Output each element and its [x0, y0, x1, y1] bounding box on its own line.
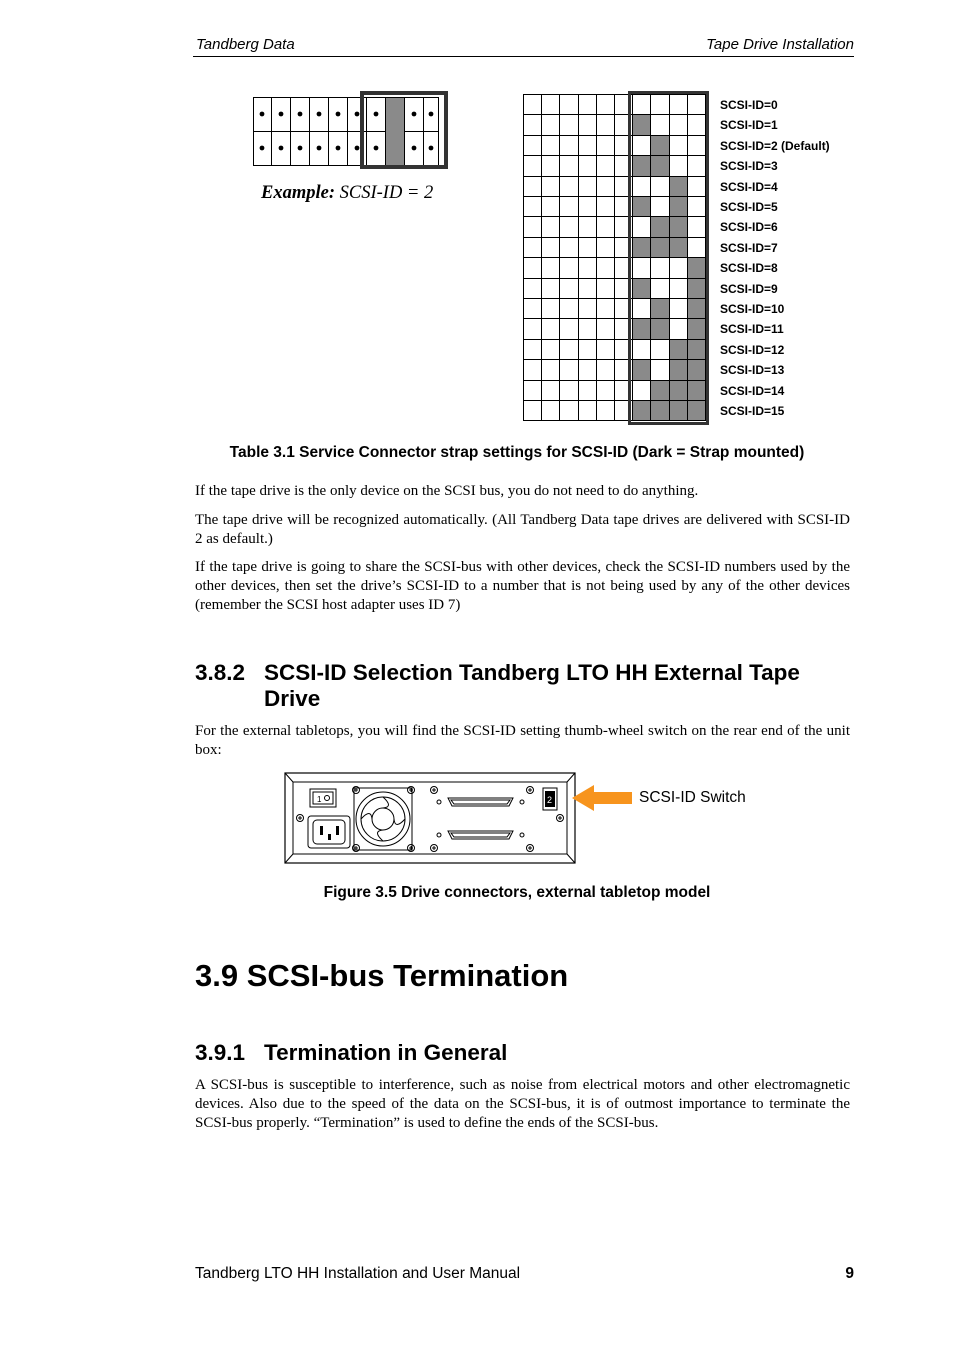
strap-cell	[523, 339, 542, 360]
strap-cell	[559, 380, 578, 401]
strap-cell	[596, 237, 615, 258]
strap-cell	[523, 114, 542, 135]
strap-cell	[596, 339, 615, 360]
strap-cell	[523, 278, 542, 299]
paragraph-share-bus: If the tape drive is going to share the SCSI-bus with other devices, check the SCSI-ID numbers used by the other devices, then set the drive’s SCSI-ID to a number that is not being used by any of the other devices (remember the SCSI host adapter uses ID 7)	[195, 559, 850, 613]
scsi-id-switch-callout: SCSI-ID Switch	[639, 789, 746, 806]
strap-cell	[578, 380, 597, 401]
section-391-body: A SCSI-bus is susceptible to interference, such as noise from electrical motors and other electromagnetic devices. Also due to the speed of the data on the SCSI-bus, it is of outmost importance to terminate the SCSI-bus properly. “Termination” is used to define the ends of the SCSI-bus.	[195, 1077, 850, 1131]
strap-cell	[596, 114, 615, 135]
strap-cell	[578, 359, 597, 380]
strap-cell	[523, 94, 542, 115]
strap-cell	[578, 339, 597, 360]
strap-cell	[578, 237, 597, 258]
strap-cell	[559, 400, 578, 421]
figure-caption: Figure 3.5 Drive connectors, external tabletop model	[323, 884, 711, 901]
callout-arrow-icon	[570, 783, 634, 813]
scsi-id-label: SCSI-ID=11	[720, 322, 784, 337]
strap-cell	[578, 257, 597, 278]
strap-cell	[523, 135, 542, 156]
strap-cell	[578, 196, 597, 217]
section-391-title: Termination in General	[264, 1040, 508, 1065]
strap-cell	[559, 318, 578, 339]
strap-cell	[559, 298, 578, 319]
rear-panel-drawing	[284, 772, 576, 864]
strap-cell	[596, 257, 615, 278]
paragraph-recognized: The tape drive will be recognized automatically. (All Tandberg Data tape drives are delivered with SCSI-ID 2 as default.)	[195, 512, 850, 547]
scsi-id-label: SCSI-ID=7	[720, 240, 778, 255]
switch-digit: 2	[547, 795, 553, 805]
strap-cell	[541, 216, 560, 237]
strap-cell	[541, 318, 560, 339]
scsi-id-label: SCSI-ID=0	[720, 98, 778, 112]
strap-cell	[523, 216, 542, 237]
example-caption	[261, 183, 433, 204]
example-label: Example:	[261, 183, 335, 203]
example-connector-drawing	[253, 91, 449, 169]
header-right: Tape Drive Installation	[706, 36, 854, 53]
section-382-title-line2: Drive	[264, 686, 321, 711]
strap-highlight-frame	[628, 91, 709, 425]
scsi-id-label: SCSI-ID=9	[720, 281, 778, 296]
strap-cell	[596, 196, 615, 217]
strap-cell	[541, 196, 560, 217]
strap-cell	[541, 359, 560, 380]
strap-cell	[578, 298, 597, 319]
example-value: SCSI-ID = 2	[339, 183, 434, 203]
strap-cell	[559, 278, 578, 299]
strap-cell	[596, 400, 615, 421]
strap-cell	[541, 298, 560, 319]
scsi-id-label: SCSI-ID=3	[720, 159, 778, 174]
strap-cell	[596, 176, 615, 197]
strap-cell	[596, 359, 615, 380]
scsi-id-label: SCSI-ID=12	[720, 342, 785, 357]
strap-cell	[578, 155, 597, 176]
strap-cell	[541, 237, 560, 258]
strap-cell	[541, 278, 560, 299]
strap-cell	[578, 135, 597, 156]
strap-cell	[578, 318, 597, 339]
strap-cell	[541, 135, 560, 156]
strap-cell	[523, 155, 542, 176]
table-caption: Table 3.1 Service Connector strap settings for SCSI-ID (Dark = Strap mounted)	[229, 444, 805, 461]
strap-cell	[541, 257, 560, 278]
strap-cell	[523, 237, 542, 258]
strap-cell	[523, 196, 542, 217]
header-left: Tandberg Data	[196, 36, 295, 53]
strap-cell	[541, 400, 560, 421]
scsi-id-label: SCSI-ID=8	[720, 261, 778, 276]
strap-cell	[559, 339, 578, 360]
strap-cell	[559, 216, 578, 237]
strap-cell	[559, 359, 578, 380]
strap-cell	[559, 94, 578, 115]
scsi-id-label: SCSI-ID=5	[720, 200, 778, 214]
strap-cell	[559, 237, 578, 258]
strap-cell	[578, 216, 597, 237]
strap-cell	[541, 94, 560, 115]
strap-cell	[559, 114, 578, 135]
strap-cell	[596, 318, 615, 339]
section-382-number: 3.8.2	[195, 660, 246, 685]
section-382-title-line1: SCSI-ID Selection Tandberg LTO HH External Tape	[264, 660, 800, 685]
strap-cell	[596, 135, 615, 156]
scsi-id-label: SCSI-ID=15	[720, 404, 785, 418]
strap-cell	[596, 94, 615, 115]
strap-cell	[596, 278, 615, 299]
header-rule	[193, 56, 854, 57]
strap-cell	[578, 400, 597, 421]
strap-cell	[559, 155, 578, 176]
scsi-id-label: SCSI-ID=6	[720, 220, 778, 235]
strap-cell	[523, 298, 542, 319]
page-number: 9	[845, 1265, 854, 1282]
scsi-id-label: SCSI-ID=13	[720, 363, 785, 378]
scsi-id-label: SCSI-ID=2 (Default)	[720, 138, 830, 153]
rear-panel-figure	[284, 772, 576, 864]
svg-text:1: 1	[317, 795, 322, 804]
strap-cell	[541, 155, 560, 176]
strap-cell	[578, 94, 597, 115]
strap-cell	[559, 257, 578, 278]
strap-cell	[541, 380, 560, 401]
section-391-number: 3.9.1	[195, 1040, 246, 1065]
strap-cell	[523, 257, 542, 278]
scsi-id-label: SCSI-ID=10	[720, 302, 785, 316]
paragraph-only-device: If the tape drive is the only device on the SCSI bus, you do not need to do anything.	[195, 483, 699, 499]
strap-cell	[596, 298, 615, 319]
strap-cell	[541, 176, 560, 197]
strap-cell	[523, 318, 542, 339]
strap-cell	[559, 176, 578, 197]
strap-cell	[578, 114, 597, 135]
strap-cell	[578, 278, 597, 299]
strap-cell	[523, 380, 542, 401]
strap-cell	[523, 176, 542, 197]
scsi-id-label: SCSI-ID=1	[720, 118, 778, 133]
strap-cell	[559, 196, 578, 217]
scsi-id-label: SCSI-ID=14	[720, 383, 785, 398]
strap-cell	[559, 135, 578, 156]
strap-cell	[541, 339, 560, 360]
footer-title: Tandberg LTO HH Installation and User Manual	[195, 1265, 521, 1282]
strap-cell	[523, 400, 542, 421]
strap-cell	[596, 155, 615, 176]
example-connector	[253, 97, 439, 165]
section-382-body: For the external tabletops, you will find the SCSI-ID setting thumb-wheel switch on the rear end of the unit box:	[195, 723, 850, 758]
section-39-title: 3.9 SCSI-bus Termination	[195, 958, 569, 993]
scsi-id-label: SCSI-ID=4	[720, 179, 778, 194]
strap-cell	[596, 380, 615, 401]
strap-cell	[523, 359, 542, 380]
strap-cell	[596, 216, 615, 237]
strap-cell	[578, 176, 597, 197]
strap-cell	[541, 114, 560, 135]
strap-settings-grid	[523, 94, 711, 420]
